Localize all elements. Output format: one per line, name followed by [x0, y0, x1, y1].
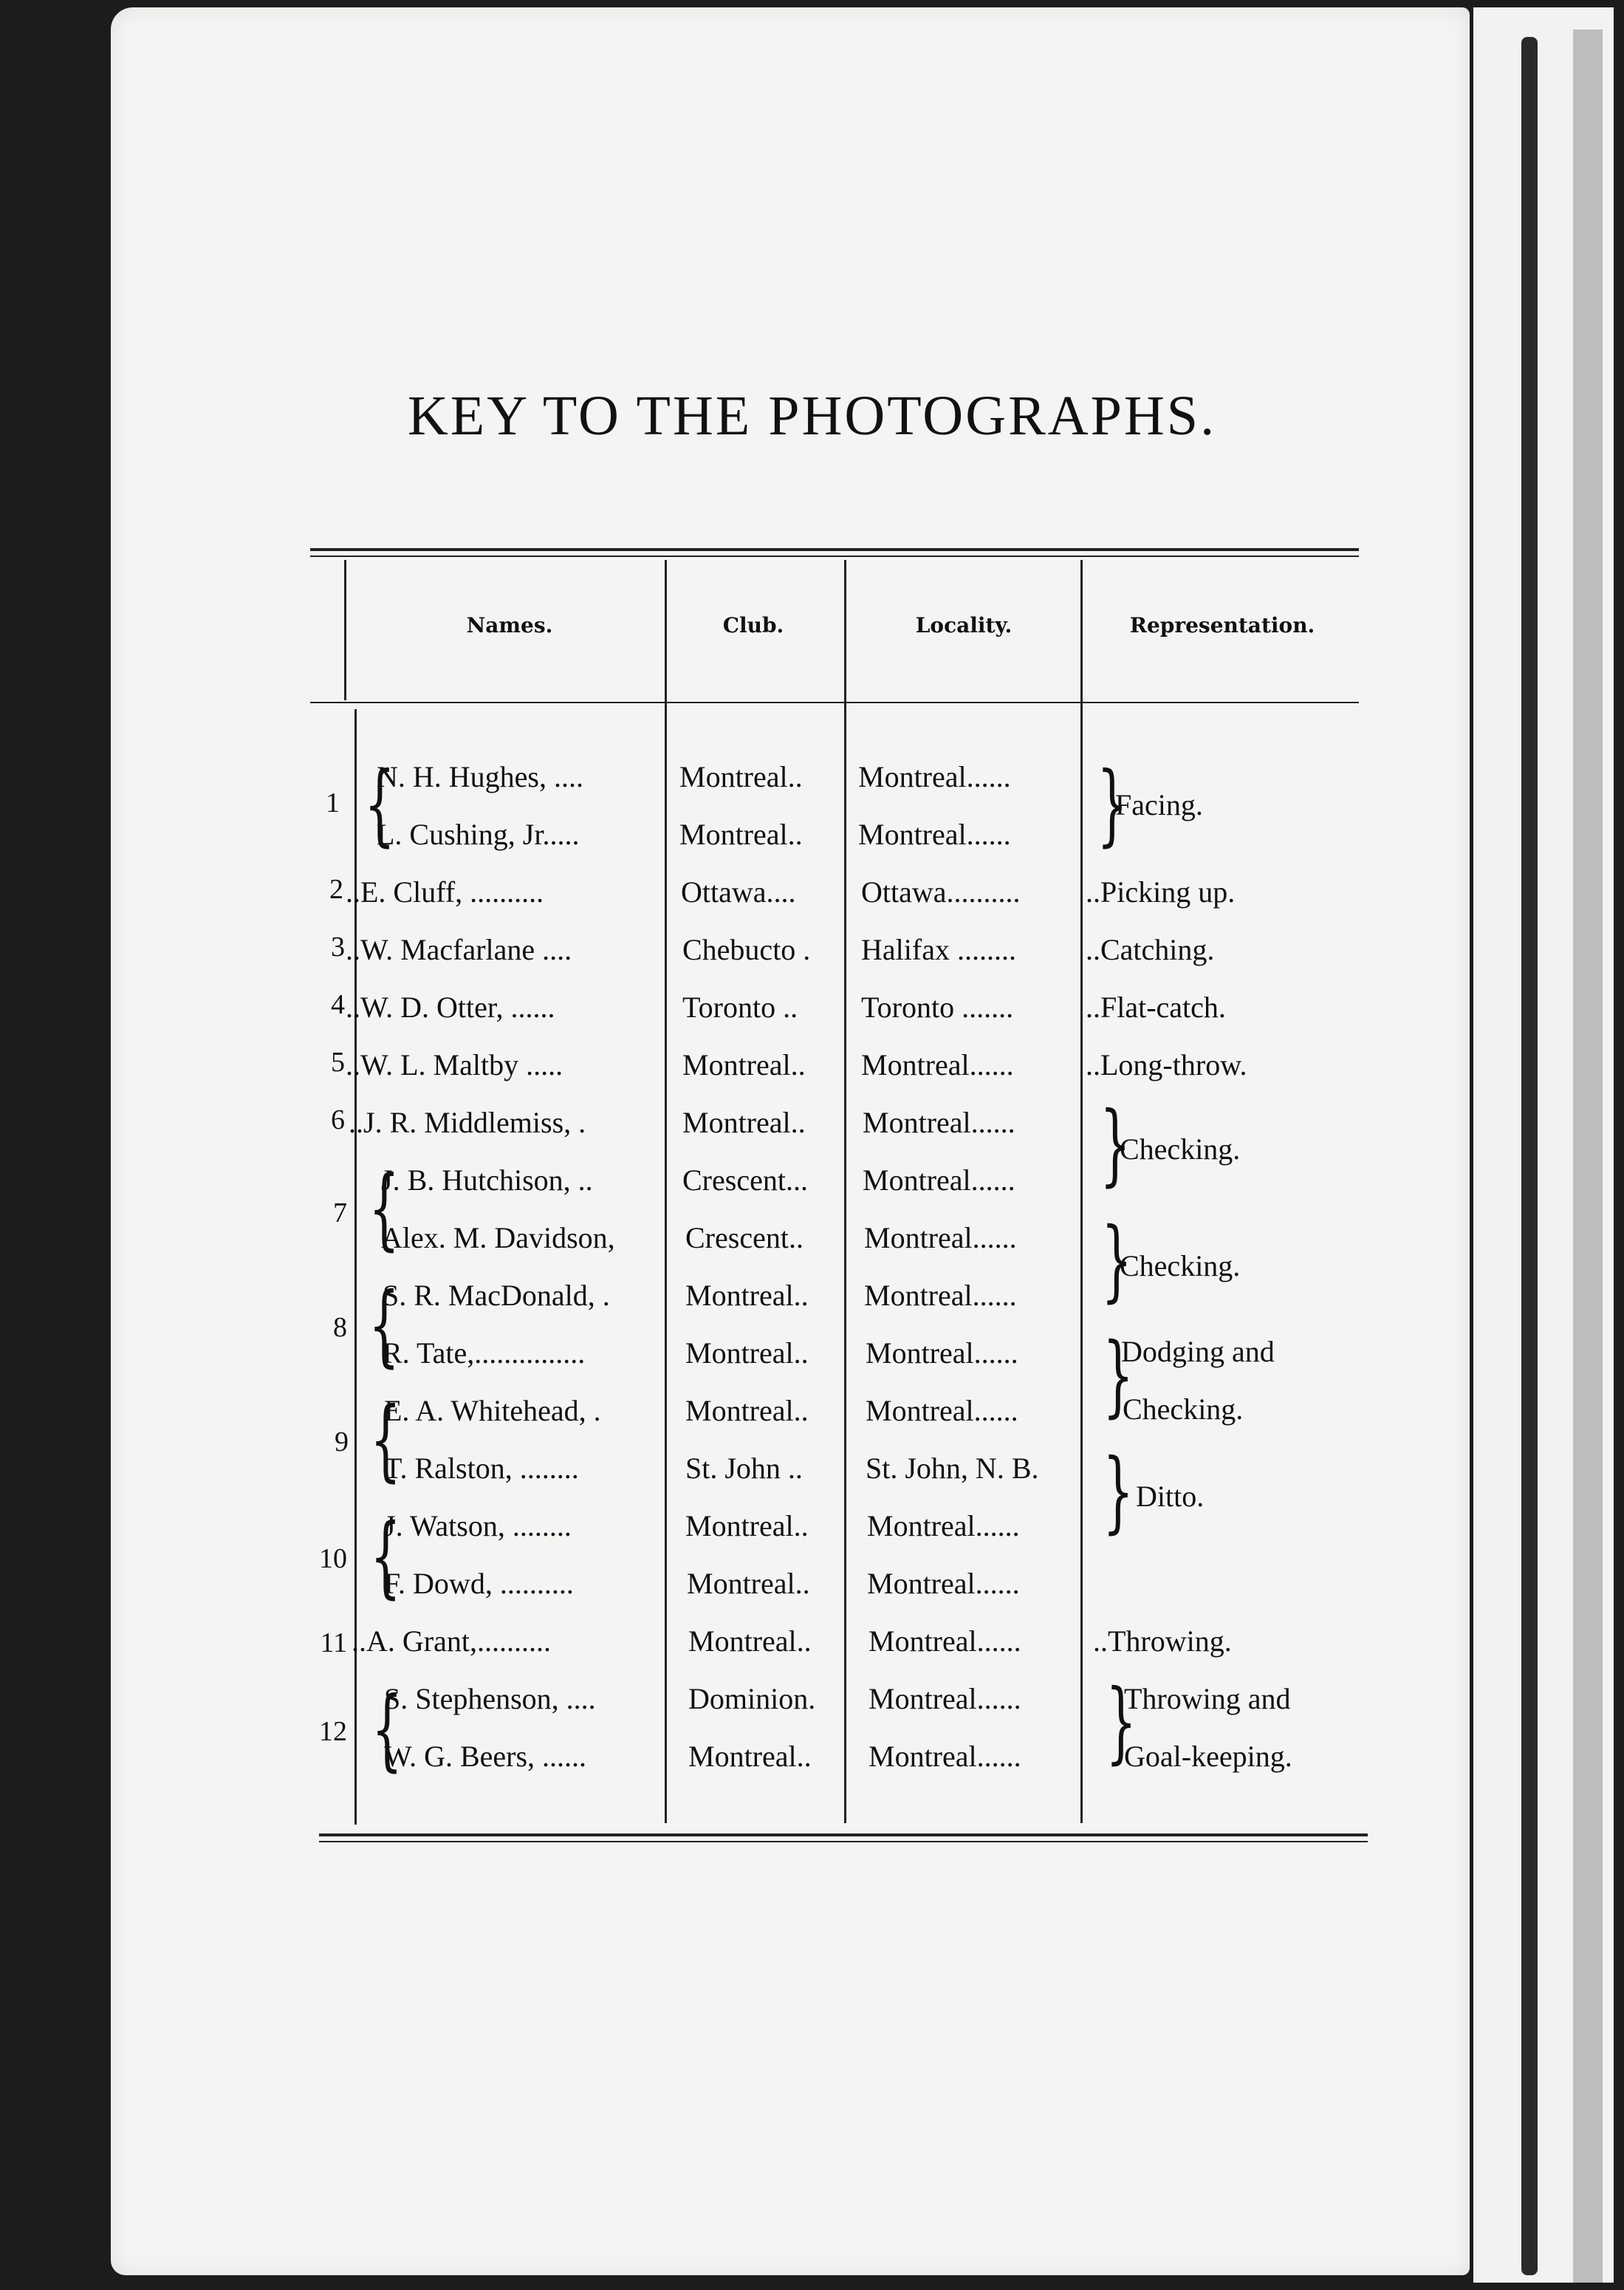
- locality-cell: Montreal......: [863, 1163, 1015, 1197]
- rep-dodging: Dodging and: [1121, 1335, 1275, 1368]
- bottom-rule: [319, 1833, 1368, 1836]
- rep-throwing-gk: Throwing and: [1124, 1682, 1291, 1715]
- rep-flat-catch: ..Flat-catch.: [1086, 991, 1226, 1024]
- locality-cell: Montreal......: [868, 1740, 1021, 1773]
- col-line-2: [665, 560, 667, 1823]
- group-brace: {: [370, 1505, 402, 1608]
- rep-brace: }: [1103, 1440, 1134, 1543]
- row-number: 7: [333, 1197, 347, 1228]
- row-number: 10: [319, 1543, 347, 1574]
- row-number: 5: [331, 1047, 345, 1078]
- rep-long-throw: ..Long-throw.: [1086, 1048, 1247, 1081]
- name-cell: F. Dowd, ..........: [384, 1567, 574, 1600]
- club-cell: Montreal..: [685, 1336, 809, 1370]
- row-number: 12: [319, 1716, 347, 1747]
- club-cell: Montreal..: [688, 1624, 812, 1658]
- row-number: 3: [331, 932, 345, 963]
- group-brace: {: [371, 1678, 403, 1781]
- locality-cell: Montreal......: [868, 1682, 1021, 1715]
- club-cell: Montreal..: [685, 1509, 809, 1542]
- locality-cell: Montreal......: [867, 1509, 1020, 1542]
- locality-cell: Montreal......: [864, 1221, 1017, 1254]
- locality-cell: Montreal......: [866, 1394, 1018, 1427]
- header-representation: Representation.: [1129, 613, 1315, 638]
- name-cell: S. R. MacDonald, .: [383, 1279, 610, 1312]
- row-number: 1: [326, 787, 340, 818]
- locality-cell: St. John, N. B.: [866, 1452, 1039, 1485]
- rep-facing: Facing.: [1115, 788, 1203, 821]
- col-line-3: [844, 560, 846, 1823]
- name-cell: ..W. Macfarlane ....: [346, 933, 572, 966]
- header-locality: Locality.: [915, 613, 1013, 638]
- club-cell: Montreal..: [679, 818, 803, 851]
- rep-checking: Checking.: [1120, 1249, 1241, 1282]
- group-brace: {: [370, 1389, 402, 1491]
- locality-cell: Ottawa..........: [861, 875, 1021, 909]
- bottom-rule-2: [319, 1841, 1368, 1842]
- row-number: 6: [331, 1104, 345, 1135]
- name-cell: ..W. L. Maltby .....: [346, 1048, 563, 1081]
- rep-throwing: ..Throwing.: [1093, 1624, 1232, 1658]
- name-cell: T. Ralston, ........: [384, 1452, 579, 1485]
- name-cell: E. A. Whitehead, .: [384, 1394, 601, 1427]
- locality-cell: Montreal......: [861, 1048, 1014, 1081]
- club-cell: Toronto ..: [682, 991, 798, 1024]
- club-cell: Montreal..: [685, 1279, 809, 1312]
- rep-ditto: Ditto.: [1136, 1480, 1205, 1513]
- col-line-4: [1080, 560, 1083, 1823]
- club-cell: St. John ..: [685, 1452, 803, 1485]
- club-cell: Chebucto .: [682, 933, 811, 966]
- header-rule: [310, 702, 1359, 703]
- top-rule: [310, 548, 1359, 551]
- club-cell: Montreal..: [688, 1740, 812, 1773]
- name-cell: W. G. Beers, ......: [384, 1740, 587, 1773]
- name-cell: S. Stephenson, ....: [384, 1682, 596, 1715]
- locality-cell: Montreal......: [868, 1624, 1021, 1658]
- name-cell: ..W. D. Otter, ......: [346, 991, 555, 1024]
- row-number: 8: [333, 1312, 347, 1343]
- header-names: Names.: [466, 613, 553, 638]
- name-cell: ..E. Cluff, ..........: [346, 875, 544, 909]
- name-cell: J. B. Hutchison, ..: [381, 1163, 593, 1197]
- group-brace: {: [369, 1274, 400, 1377]
- name-cell: J. Watson, ........: [384, 1509, 572, 1542]
- row-number: 9: [335, 1426, 349, 1457]
- row-number: 4: [331, 989, 345, 1020]
- col-line-1: [344, 560, 346, 700]
- row-number: 2: [329, 874, 343, 905]
- binding-edge: [1573, 30, 1603, 2283]
- name-cell: L. Cushing, Jr.....: [377, 818, 580, 851]
- name-cell: R. Tate,...............: [383, 1336, 586, 1370]
- locality-cell: Montreal......: [858, 818, 1011, 851]
- group-brace: {: [369, 1158, 400, 1260]
- club-cell: Montreal..: [685, 1394, 809, 1427]
- rep-brace: }: [1097, 753, 1128, 856]
- rep-catching: ..Catching.: [1086, 933, 1215, 966]
- page: [111, 7, 1470, 2275]
- rep-dodging: Checking.: [1123, 1392, 1244, 1426]
- club-cell: Dominion.: [688, 1682, 816, 1715]
- rep-picking-up: ..Picking up.: [1086, 875, 1236, 909]
- header-club: Club.: [722, 613, 784, 638]
- club-cell: Montreal..: [682, 1106, 806, 1139]
- page-title: KEY TO THE PHOTOGRAPHS.: [407, 385, 1217, 447]
- locality-cell: Toronto .......: [861, 991, 1014, 1024]
- locality-cell: Halifax ........: [861, 933, 1016, 966]
- group-brace: {: [364, 753, 396, 856]
- club-cell: Ottawa....: [681, 875, 796, 909]
- locality-cell: Montreal......: [867, 1567, 1020, 1600]
- name-cell: ..J. R. Middlemiss, .: [349, 1106, 586, 1139]
- locality-cell: Montreal......: [864, 1279, 1017, 1312]
- locality-cell: Montreal......: [866, 1336, 1018, 1370]
- name-cell: N. H. Hughes, ....: [377, 760, 583, 793]
- rep-checking: Checking.: [1120, 1132, 1241, 1166]
- club-cell: Montreal..: [687, 1567, 810, 1600]
- rep-brace: }: [1100, 1093, 1131, 1196]
- locality-cell: Montreal......: [858, 760, 1011, 793]
- rep-brace: }: [1106, 1671, 1137, 1774]
- name-cell: ..A. Grant,..........: [352, 1624, 551, 1658]
- name-cell: Alex. M. Davidson,: [381, 1221, 615, 1254]
- top-rule-2: [310, 556, 1359, 557]
- club-cell: Crescent...: [682, 1163, 808, 1197]
- club-cell: Crescent..: [685, 1221, 804, 1254]
- rep-brace: }: [1101, 1209, 1133, 1312]
- club-cell: Montreal..: [679, 760, 803, 793]
- book-spine: [1521, 37, 1538, 2275]
- locality-cell: Montreal......: [863, 1106, 1015, 1139]
- rep-throwing-gk: Goal-keeping.: [1124, 1740, 1292, 1773]
- row-number: 11: [320, 1627, 347, 1658]
- rep-brace: }: [1103, 1325, 1134, 1427]
- club-cell: Montreal..: [682, 1048, 806, 1081]
